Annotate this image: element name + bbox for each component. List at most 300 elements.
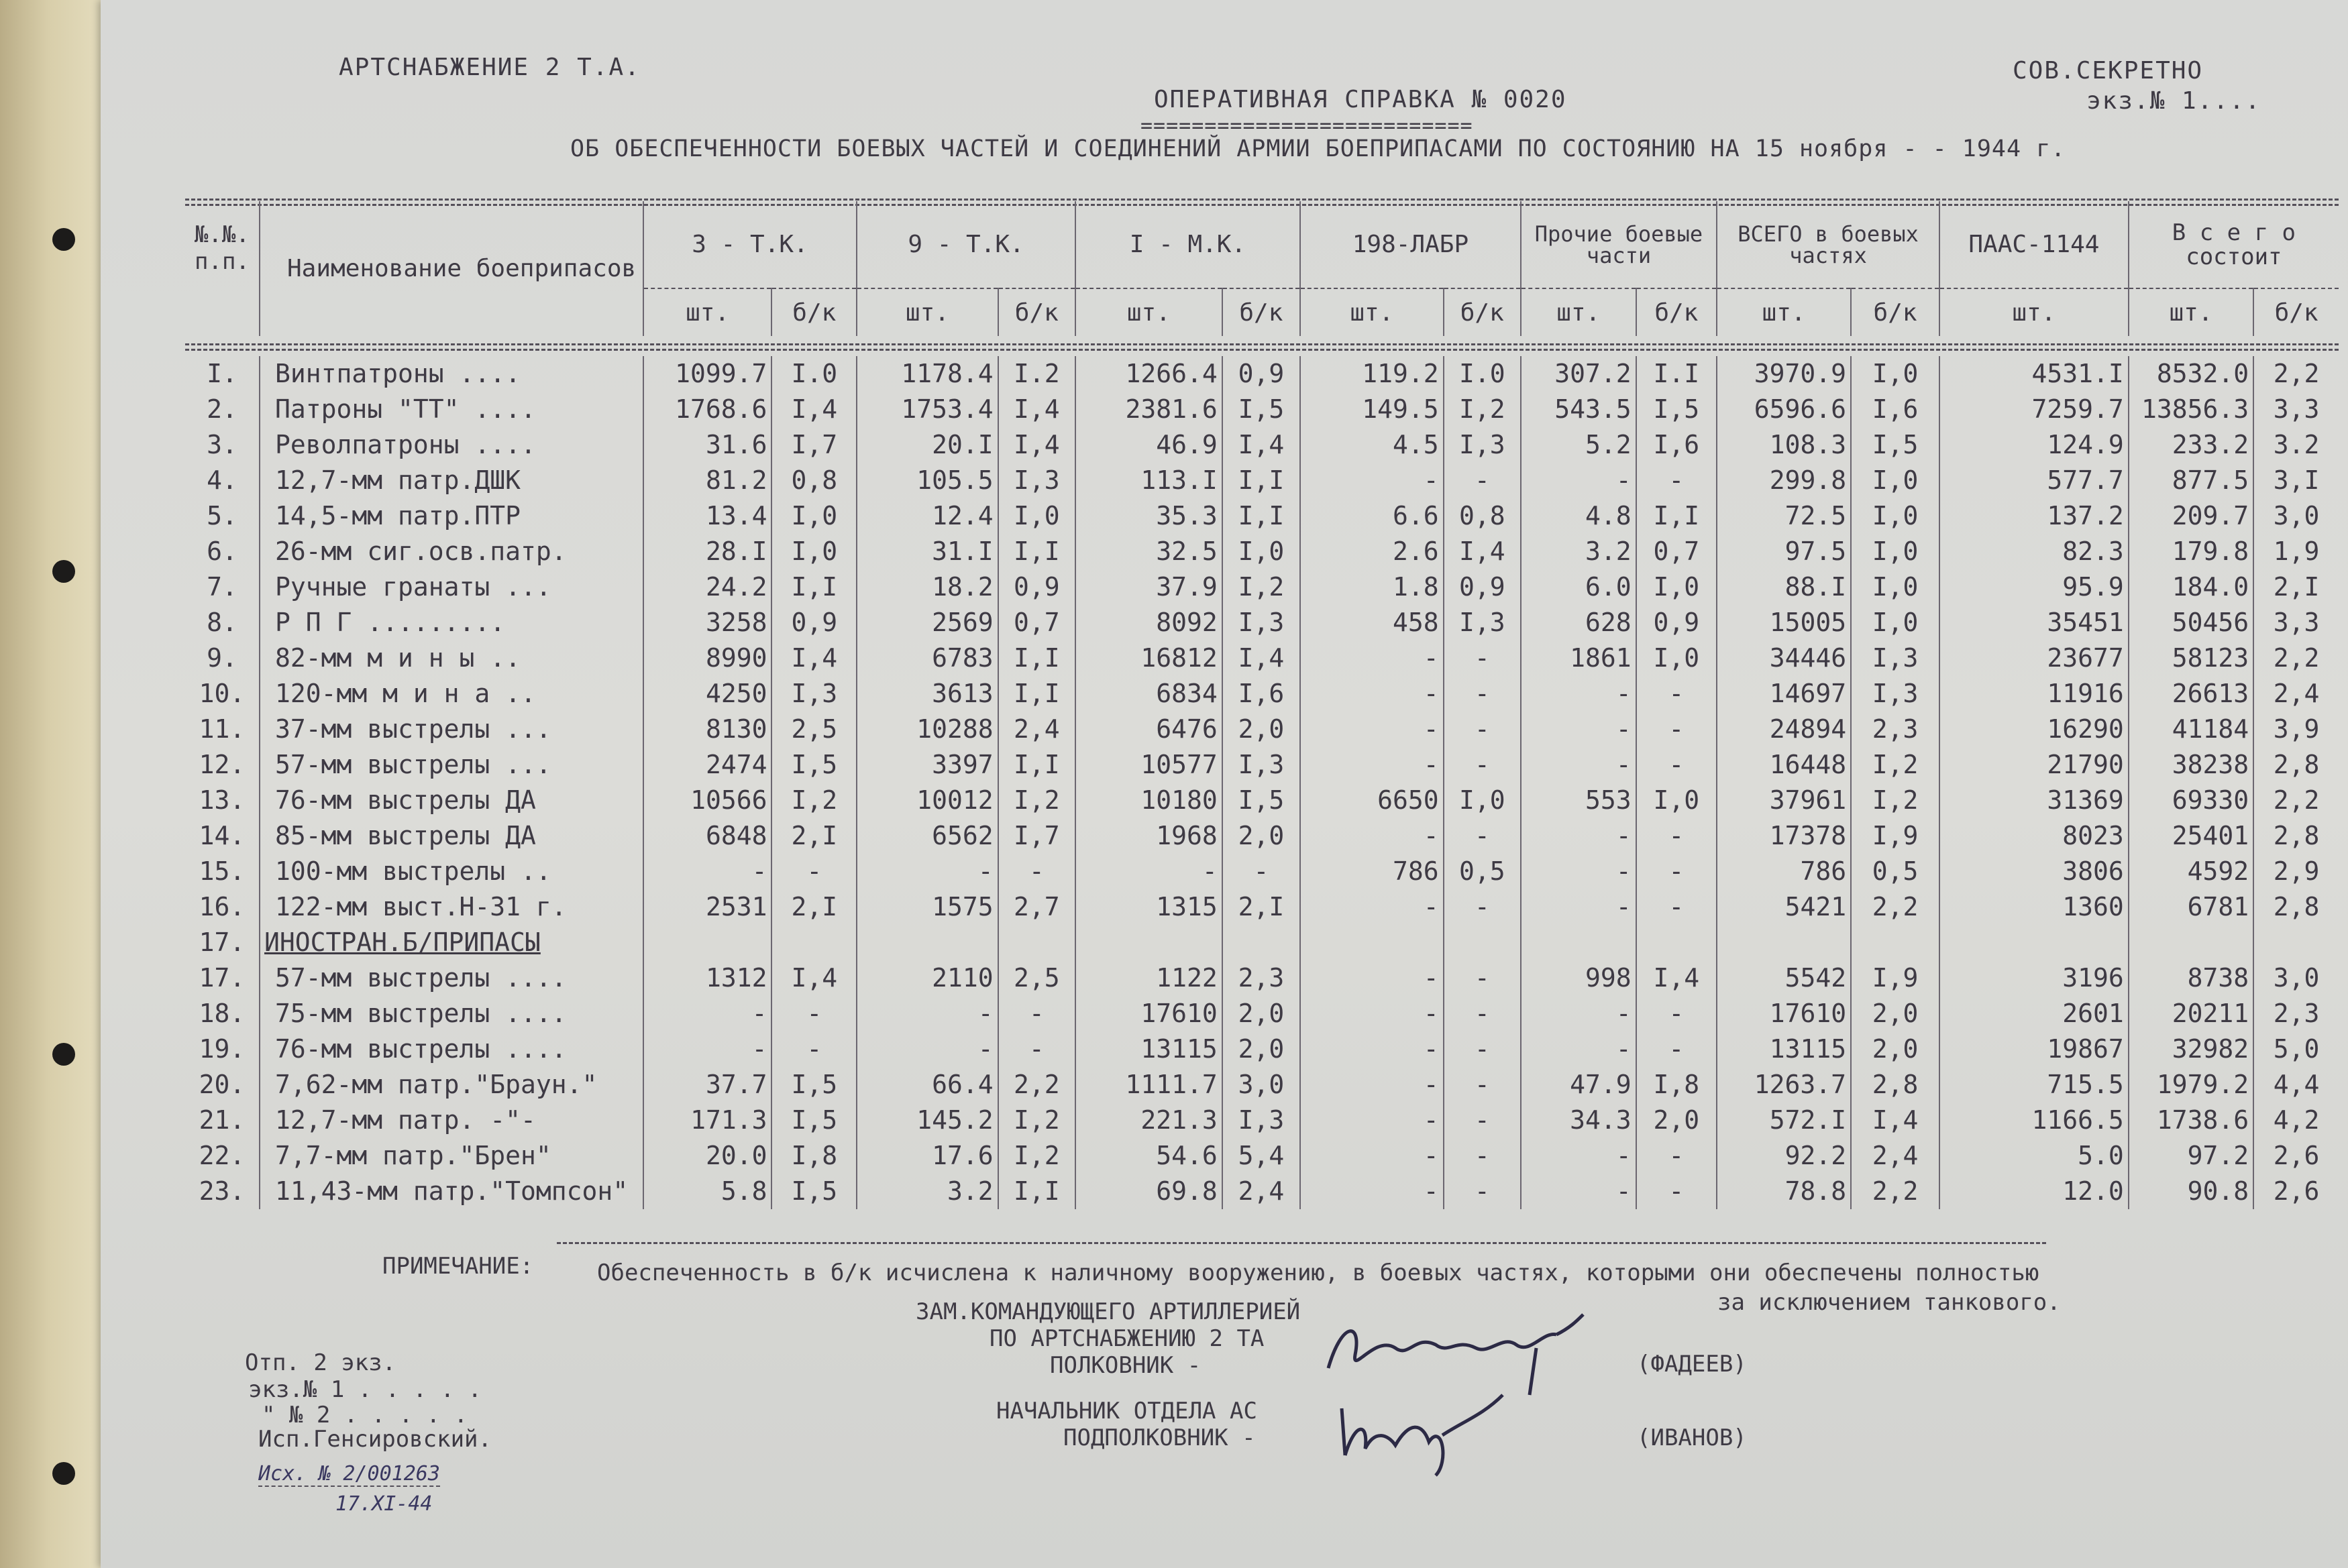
- bk-value: 3,0: [2253, 960, 2339, 996]
- bk-value: 0,7: [998, 605, 1075, 640]
- unit-bk-header: б/к: [771, 288, 857, 336]
- pcs-value: 12.0: [1939, 1174, 2129, 1209]
- pcs-value: -: [1300, 463, 1444, 498]
- pcs-value: -: [1300, 889, 1444, 925]
- row-number: 19.: [199, 1034, 246, 1064]
- empty-cell: [2253, 925, 2339, 960]
- bk-value: I,0: [1851, 534, 1939, 569]
- bk-value: 2,8: [1851, 1067, 1939, 1103]
- bk-value: 0,8: [771, 463, 857, 498]
- bk-value: 2,0: [1222, 1031, 1300, 1067]
- punch-hole: [52, 1043, 75, 1066]
- pcs-value: 37961: [1717, 783, 1851, 818]
- copy-1-line: экз.№ 1 . . . . .: [248, 1376, 482, 1403]
- pcs-value: 4592: [2129, 854, 2253, 889]
- ammo-name: Винтпатроны ....: [260, 356, 643, 392]
- pcs-value: 2569: [857, 605, 998, 640]
- copy-number: экз.№ 1....: [2086, 87, 2261, 115]
- pcs-value: 1099.7: [643, 356, 772, 392]
- bk-value: 2,7: [998, 889, 1075, 925]
- bk-value: 0,9: [1222, 356, 1300, 392]
- pcs-value: 149.5: [1300, 392, 1444, 427]
- bk-value: -: [771, 1031, 857, 1067]
- bk-value: I,2: [998, 1138, 1075, 1174]
- bk-value: I,0: [1851, 498, 1939, 534]
- pcs-value: 47.9: [1521, 1067, 1636, 1103]
- bk-value: I,8: [1636, 1067, 1717, 1103]
- pcs-value: 3397: [857, 747, 998, 783]
- bk-value: I,0: [771, 498, 857, 534]
- unit-bk-header: б/к: [1851, 288, 1939, 336]
- bk-value: I,8: [771, 1138, 857, 1174]
- table-row: [185, 676, 2339, 712]
- bk-value: -: [1444, 1138, 1521, 1174]
- pcs-value: 6562: [857, 818, 998, 854]
- classification-stamp: СОВ.СЕКРЕТНО: [2013, 57, 2204, 85]
- empty-cell: [1444, 925, 1521, 960]
- bk-value: I,0: [1222, 534, 1300, 569]
- pcs-value: -: [1300, 1138, 1444, 1174]
- bk-value: 2,2: [1851, 889, 1939, 925]
- empty-cell: [2129, 925, 2253, 960]
- pcs-value: 19867: [1939, 1031, 2129, 1067]
- copies-count: Отп. 2 экз.: [245, 1349, 396, 1376]
- row-number: 4.: [207, 465, 237, 495]
- bk-value: I,3: [1444, 427, 1521, 463]
- pcs-value: -: [1300, 640, 1444, 676]
- ammo-name: Патроны "ТТ" ....: [260, 392, 643, 427]
- bk-value: 5,0: [2253, 1031, 2339, 1067]
- pcs-value: 69330: [2129, 783, 2253, 818]
- bk-value: -: [1636, 1174, 1717, 1209]
- pcs-value: 577.7: [1939, 463, 2129, 498]
- empty-cell: [1300, 925, 1444, 960]
- bk-value: 4,2: [2253, 1103, 2339, 1138]
- pcs-value: -: [643, 854, 772, 889]
- pcs-value: -: [857, 1031, 998, 1067]
- pcs-value: 15005: [1717, 605, 1851, 640]
- bk-value: 2,6: [2253, 1138, 2339, 1174]
- pcs-value: -: [1521, 996, 1636, 1031]
- col-group-paas: ПААС-1144: [1939, 201, 2129, 288]
- row-number: 3.: [207, 430, 237, 459]
- empty-cell: [998, 925, 1075, 960]
- pcs-value: 628: [1521, 605, 1636, 640]
- pcs-value: 113.I: [1075, 463, 1222, 498]
- table-row: [185, 427, 2339, 463]
- bk-value: -: [1636, 854, 1717, 889]
- bk-value: 3,0: [1222, 1067, 1300, 1103]
- bk-value: -: [1636, 818, 1717, 854]
- ammo-name: Револпатроны ....: [260, 427, 643, 463]
- bk-value: I,5: [1222, 783, 1300, 818]
- bk-value: I,4: [1444, 534, 1521, 569]
- signatory1-title: ЗАМ.КОМАНДУЮЩЕГО АРТИЛЛЕРИЕЙ: [916, 1298, 1301, 1325]
- ammo-name: 7,62-мм патр."Браун.": [260, 1067, 643, 1103]
- empty-cell: [1636, 925, 1717, 960]
- bk-value: 4,4: [2253, 1067, 2339, 1103]
- bk-value: -: [1444, 1031, 1521, 1067]
- table-row: [185, 960, 2339, 996]
- table-row: [185, 818, 2339, 854]
- table-row: [185, 783, 2339, 818]
- unit-bk-header: б/к: [998, 288, 1075, 336]
- row-number: 9.: [207, 643, 237, 673]
- ammo-name: 7,7-мм патр."Брен": [260, 1138, 643, 1174]
- pcs-value: 6.6: [1300, 498, 1444, 534]
- pcs-value: 6783: [857, 640, 998, 676]
- bk-value: I,7: [998, 818, 1075, 854]
- table-row: [185, 747, 2339, 783]
- pcs-value: 10577: [1075, 747, 1222, 783]
- title-underline: ==========================: [1140, 114, 1473, 137]
- pcs-value: 24.2: [643, 569, 772, 605]
- row-number: 5.: [207, 501, 237, 530]
- empty-cell: [771, 925, 857, 960]
- pcs-value: 3.2: [857, 1174, 998, 1209]
- bk-value: 0,5: [1851, 854, 1939, 889]
- ammo-name: 57-мм выстрелы ...: [260, 747, 643, 783]
- bk-value: 5,4: [1222, 1138, 1300, 1174]
- pcs-value: 1.8: [1300, 569, 1444, 605]
- ammo-name: 75-мм выстрелы ....: [260, 996, 643, 1031]
- signatory1-name: (ФАДЕЕВ): [1637, 1351, 1747, 1378]
- pcs-value: 1979.2: [2129, 1067, 2253, 1103]
- pcs-value: -: [1521, 818, 1636, 854]
- note-text-continued: за исключением танкового.: [1717, 1289, 2061, 1316]
- bk-value: I,0: [1851, 463, 1939, 498]
- ammo-name: 11,43-мм патр."Томпсон": [260, 1174, 643, 1209]
- pcs-value: 1768.6: [643, 392, 772, 427]
- table-row: [185, 569, 2339, 605]
- pcs-value: 95.9: [1939, 569, 2129, 605]
- pcs-value: 299.8: [1717, 463, 1851, 498]
- row-number: 11.: [199, 714, 246, 744]
- table-row: [185, 356, 2339, 392]
- outgoing-date: 17.XI-44: [335, 1492, 433, 1516]
- pcs-value: 58123: [2129, 640, 2253, 676]
- bk-value: 2,0: [1222, 996, 1300, 1031]
- pcs-value: 6834: [1075, 676, 1222, 712]
- pcs-value: 14697: [1717, 676, 1851, 712]
- bk-value: -: [1444, 747, 1521, 783]
- bk-value: I,6: [1851, 392, 1939, 427]
- bk-value: -: [998, 1031, 1075, 1067]
- row-number: 6.: [207, 537, 237, 566]
- bk-value: I,3: [1444, 605, 1521, 640]
- ammo-name: 12,7-мм патр.ДШК: [260, 463, 643, 498]
- row-number: 8.: [207, 608, 237, 637]
- pcs-value: 31.I: [857, 534, 998, 569]
- ammo-name: 122-мм выст.Н-31 г.: [260, 889, 643, 925]
- pcs-value: 4.5: [1300, 427, 1444, 463]
- bk-value: 2,0: [1851, 1031, 1939, 1067]
- pcs-value: 92.2: [1717, 1138, 1851, 1174]
- row-number: 20.: [199, 1070, 246, 1099]
- pcs-value: 1111.7: [1075, 1067, 1222, 1103]
- bk-value: I,2: [998, 783, 1075, 818]
- pcs-value: 6476: [1075, 712, 1222, 747]
- bk-value: I,0: [998, 498, 1075, 534]
- unit-bk-header: б/к: [1222, 288, 1300, 336]
- section-label: ИНОСТРАН.Б/ПРИПАСЫ: [260, 925, 643, 960]
- bk-value: 2,8: [2253, 818, 2339, 854]
- table-row: [185, 996, 2339, 1031]
- ammo-name: 57-мм выстрелы ....: [260, 960, 643, 996]
- bk-value: I,4: [1222, 640, 1300, 676]
- pcs-value: -: [1521, 747, 1636, 783]
- bk-value: 2,I: [2253, 569, 2339, 605]
- pcs-value: 82.3: [1939, 534, 2129, 569]
- pcs-value: 1738.6: [2129, 1103, 2253, 1138]
- ammo-name: 85-мм выстрелы ДА: [260, 818, 643, 854]
- empty-cell: [1075, 925, 1222, 960]
- row-number: 15.: [199, 856, 246, 886]
- pcs-value: -: [1521, 712, 1636, 747]
- table-row: [185, 392, 2339, 427]
- punch-hole: [52, 1462, 75, 1485]
- bk-value: -: [1636, 712, 1717, 747]
- bk-value: 2,2: [2253, 640, 2339, 676]
- col-group-9tk: 9 - Т.К.: [857, 201, 1075, 288]
- bk-value: I,I: [998, 640, 1075, 676]
- pcs-value: 10566: [643, 783, 772, 818]
- row-number: 12.: [199, 750, 246, 779]
- pcs-value: 1312: [643, 960, 772, 996]
- pcs-value: 12.4: [857, 498, 998, 534]
- pcs-value: 221.3: [1075, 1103, 1222, 1138]
- pcs-value: 786: [1717, 854, 1851, 889]
- pcs-value: 998: [1521, 960, 1636, 996]
- bk-value: 3,3: [2253, 605, 2339, 640]
- pcs-value: 6848: [643, 818, 772, 854]
- pcs-value: 8532.0: [2129, 356, 2253, 392]
- punch-hole: [52, 560, 75, 583]
- bk-value: -: [998, 854, 1075, 889]
- bk-value: I,I: [998, 1174, 1075, 1209]
- pcs-value: 38238: [2129, 747, 2253, 783]
- unit-pcs-header: шт.: [1300, 288, 1444, 336]
- bk-value: -: [1444, 676, 1521, 712]
- bk-value: I,4: [1636, 960, 1717, 996]
- bk-value: 2,3: [1222, 960, 1300, 996]
- bk-value: I,2: [1851, 747, 1939, 783]
- pcs-value: 31.6: [643, 427, 772, 463]
- ammo-name: 76-мм выстрелы ДА: [260, 783, 643, 818]
- bk-value: I,0: [1851, 605, 1939, 640]
- signatory2-rank: ПОДПОЛКОВНИК -: [1063, 1424, 1256, 1451]
- row-number: 22.: [199, 1141, 246, 1170]
- pcs-value: 41184: [2129, 712, 2253, 747]
- row-number: I.: [207, 359, 237, 388]
- pcs-value: 35.3: [1075, 498, 1222, 534]
- ammo-name: 76-мм выстрелы ....: [260, 1031, 643, 1067]
- ammo-name: 82-мм м и н ы ..: [260, 640, 643, 676]
- bk-value: I,3: [998, 463, 1075, 498]
- bk-value: -: [1444, 889, 1521, 925]
- row-number: 17.: [199, 963, 246, 993]
- pcs-value: 81.2: [643, 463, 772, 498]
- table-row: [185, 854, 2339, 889]
- pcs-value: 78.8: [1717, 1174, 1851, 1209]
- pcs-value: 5.0: [1939, 1138, 2129, 1174]
- bk-value: I,5: [771, 1174, 857, 1209]
- row-number: 23.: [199, 1176, 246, 1206]
- table-row: [185, 1138, 2339, 1174]
- unit-pcs-header: шт.: [1521, 288, 1636, 336]
- bk-value: 3,0: [2253, 498, 2339, 534]
- pcs-value: 4.8: [1521, 498, 1636, 534]
- bk-value: I,I: [1222, 463, 1300, 498]
- unit-pcs-header: шт.: [1075, 288, 1222, 336]
- pcs-value: 1122: [1075, 960, 1222, 996]
- bk-value: -: [1636, 1138, 1717, 1174]
- bk-value: I.0: [1444, 356, 1521, 392]
- bk-value: 2,3: [2253, 996, 2339, 1031]
- pcs-value: -: [857, 996, 998, 1031]
- bk-value: -: [1636, 463, 1717, 498]
- bk-value: 2,5: [771, 712, 857, 747]
- bk-value: -: [1444, 1174, 1521, 1209]
- pcs-value: 34446: [1717, 640, 1851, 676]
- section-number: 17.: [199, 928, 246, 957]
- col-group-total-units: ВСЕГО в боевых частях: [1717, 201, 1939, 288]
- bk-value: -: [998, 996, 1075, 1031]
- bk-value: -: [1444, 640, 1521, 676]
- pcs-value: 35451: [1939, 605, 2129, 640]
- pcs-value: 145.2: [857, 1103, 998, 1138]
- bk-value: 0,9: [771, 605, 857, 640]
- bk-value: -: [1444, 996, 1521, 1031]
- department-label: АРТСНАБЖЕНИЕ 2 Т.А.: [339, 54, 641, 81]
- pcs-value: 28.I: [643, 534, 772, 569]
- pcs-value: 31369: [1939, 783, 2129, 818]
- signatory1-rank: ПОЛКОВНИК -: [1050, 1352, 1202, 1379]
- bk-value: I,5: [771, 1103, 857, 1138]
- bk-value: I,0: [1636, 640, 1717, 676]
- pcs-value: 2110: [857, 960, 998, 996]
- pcs-value: 5.8: [643, 1174, 772, 1209]
- row-number: 14.: [199, 821, 246, 850]
- pcs-value: 184.0: [2129, 569, 2253, 605]
- pcs-value: 90.8: [2129, 1174, 2253, 1209]
- pcs-value: 20.I: [857, 427, 998, 463]
- empty-cell: [1521, 925, 1636, 960]
- pcs-value: 37.9: [1075, 569, 1222, 605]
- bk-value: 2,8: [2253, 889, 2339, 925]
- section-row: [185, 925, 2339, 960]
- bk-value: I,I: [771, 569, 857, 605]
- ammo-name: 12,7-мм патр. -"-: [260, 1103, 643, 1138]
- bk-value: I,5: [1851, 427, 1939, 463]
- bk-value: I,0: [1636, 569, 1717, 605]
- pcs-value: -: [1300, 747, 1444, 783]
- pcs-value: -: [1300, 676, 1444, 712]
- pcs-value: 3258: [643, 605, 772, 640]
- pcs-value: 20211: [2129, 996, 2253, 1031]
- col-group-1mk: I - М.К.: [1075, 201, 1300, 288]
- bk-value: I,I: [1222, 498, 1300, 534]
- pcs-value: 97.5: [1717, 534, 1851, 569]
- bk-value: I,0: [1851, 569, 1939, 605]
- bk-value: I,3: [1222, 605, 1300, 640]
- bk-value: I,0: [771, 534, 857, 569]
- bk-value: -: [1222, 854, 1300, 889]
- pcs-value: 1266.4: [1075, 356, 1222, 392]
- col-name-header: Наименование боеприпасов: [260, 201, 643, 336]
- unit-bk-header: б/к: [1636, 288, 1717, 336]
- copy-2-line: " № 2 . . . . .: [262, 1402, 468, 1429]
- bk-value: 2,I: [771, 889, 857, 925]
- pcs-value: 1575: [857, 889, 998, 925]
- bk-value: I,5: [771, 747, 857, 783]
- col-group-grand-total: В с е г о состоит: [2129, 201, 2339, 288]
- bk-value: 0,8: [1444, 498, 1521, 534]
- pcs-value: 24894: [1717, 712, 1851, 747]
- pcs-value: 543.5: [1521, 392, 1636, 427]
- table-row: [185, 1174, 2339, 1209]
- bk-value: I.0: [771, 356, 857, 392]
- bk-value: 2,4: [2253, 676, 2339, 712]
- pcs-value: 26613: [2129, 676, 2253, 712]
- pcs-value: 23677: [1939, 640, 2129, 676]
- bk-value: 2,0: [1222, 818, 1300, 854]
- pcs-value: -: [1300, 1031, 1444, 1067]
- bk-value: -: [1444, 1103, 1521, 1138]
- pcs-value: -: [1521, 1174, 1636, 1209]
- table-row: [185, 605, 2339, 640]
- pcs-value: 8990: [643, 640, 772, 676]
- empty-cell: [1222, 925, 1300, 960]
- pcs-value: 171.3: [643, 1103, 772, 1138]
- bk-value: 3,9: [2253, 712, 2339, 747]
- document-title: ОПЕРАТИВНАЯ СПРАВКА № 0020: [1154, 86, 1567, 113]
- pcs-value: 6596.6: [1717, 392, 1851, 427]
- bk-value: I,2: [771, 783, 857, 818]
- bk-value: I,0: [1444, 783, 1521, 818]
- pcs-value: 8130: [643, 712, 772, 747]
- bk-value: I,I: [998, 747, 1075, 783]
- bk-value: I,3: [771, 676, 857, 712]
- bk-value: -: [1444, 463, 1521, 498]
- pcs-value: -: [857, 854, 998, 889]
- bk-value: I,4: [771, 960, 857, 996]
- bk-value: I.2: [998, 356, 1075, 392]
- signature-ivanov: [1328, 1382, 1543, 1482]
- unit-bk-header: б/к: [1444, 288, 1521, 336]
- bk-value: I.I: [1636, 356, 1717, 392]
- col-group-198labr: 198-ЛАБР: [1300, 201, 1521, 288]
- pcs-value: 1263.7: [1717, 1067, 1851, 1103]
- rule-top: [185, 199, 2339, 201]
- pcs-value: 2531: [643, 889, 772, 925]
- bk-value: I,4: [998, 392, 1075, 427]
- pcs-value: 4250: [643, 676, 772, 712]
- pcs-value: 553: [1521, 783, 1636, 818]
- pcs-value: 877.5: [2129, 463, 2253, 498]
- bk-value: -: [1636, 747, 1717, 783]
- bk-value: 2,3: [1851, 712, 1939, 747]
- bk-value: 0,5: [1444, 854, 1521, 889]
- empty-cell: [1851, 925, 1939, 960]
- pcs-value: 17610: [1075, 996, 1222, 1031]
- pcs-value: 209.7: [2129, 498, 2253, 534]
- pcs-value: 1178.4: [857, 356, 998, 392]
- bk-value: 2,2: [2253, 356, 2339, 392]
- pcs-value: 105.5: [857, 463, 998, 498]
- pcs-value: 124.9: [1939, 427, 2129, 463]
- pcs-value: 5.2: [1521, 427, 1636, 463]
